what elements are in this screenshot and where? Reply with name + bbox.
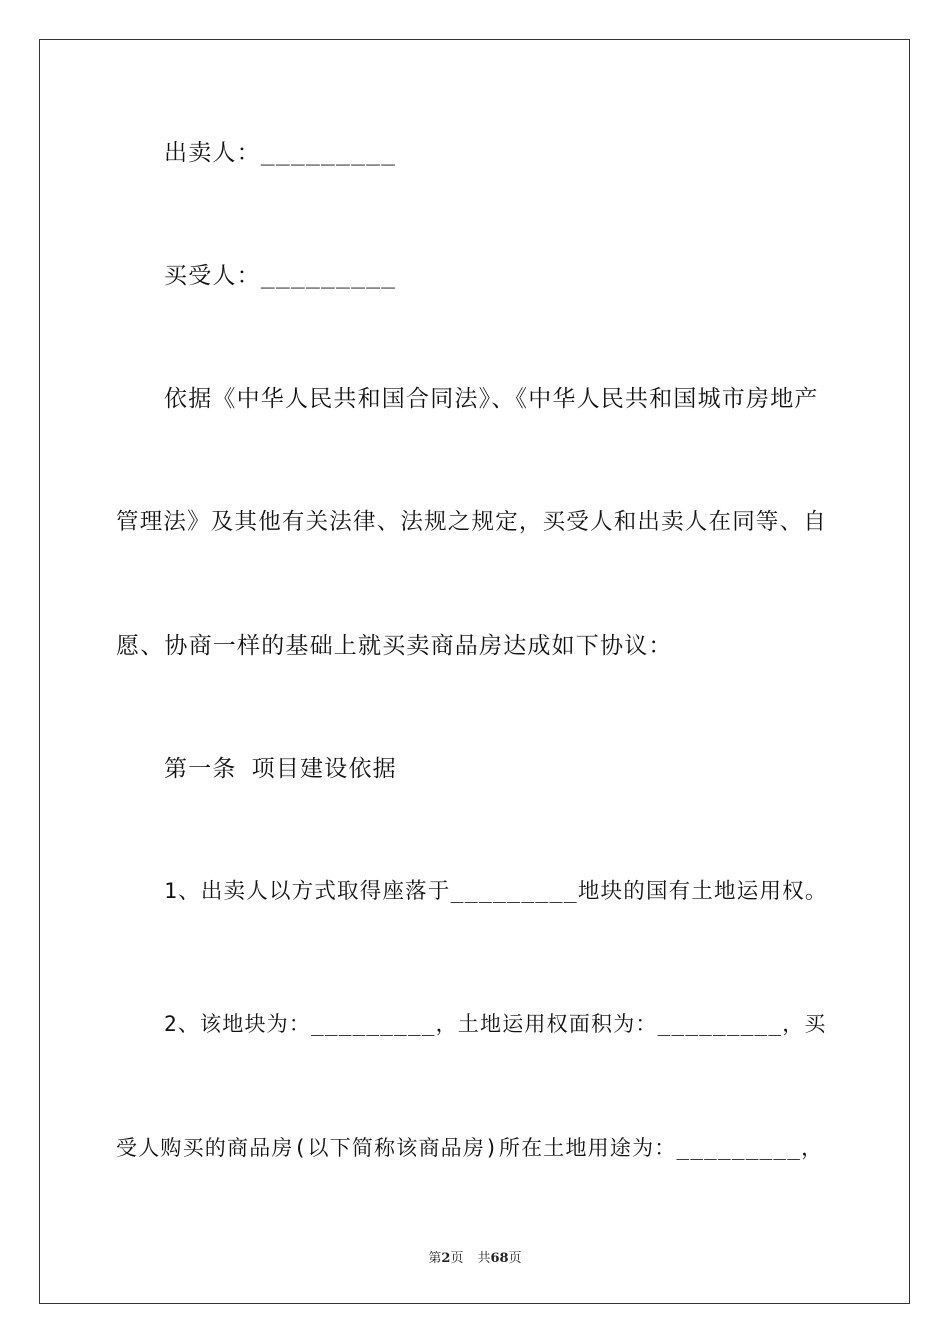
page-border bbox=[39, 39, 910, 1304]
paragraph-line-1: 依据《中华人民共和国合同法》、《中华人民共和国城市房地产 bbox=[164, 386, 819, 412]
footer-page-number: 2 bbox=[441, 1251, 451, 1266]
clause-2-line-2: 受人购买的商品房(以下简称该商品房)所在土地用途为：_________， bbox=[116, 1136, 824, 1160]
footer-total-suffix: 页 bbox=[508, 1251, 522, 1266]
footer-total-prefix: 共 bbox=[477, 1251, 491, 1266]
clause-1-line: 1、出卖人以方式取得座落于_________地块的国有土地运用权。 bbox=[164, 879, 828, 904]
article-heading: 第一条 项目建设依据 bbox=[164, 756, 397, 782]
seller-line: 出卖人：_________ bbox=[164, 140, 397, 166]
page-footer bbox=[0, 1247, 950, 1266]
footer-total-pages: 68 bbox=[490, 1251, 509, 1266]
buyer-line: 买受人：_________ bbox=[164, 263, 397, 289]
paragraph-line-3: 愿、协商一样的基础上就买卖商品房达成如下协议： bbox=[116, 633, 673, 659]
clause-2-line-1: 2、该地块为：_________，土地运用权面积为：_________，买 bbox=[164, 1012, 827, 1036]
paragraph-line-2: 管理法》及其他有关法律、法规之规定，买受人和出卖人在同等、自 bbox=[116, 509, 828, 535]
footer-page-prefix: 第 bbox=[428, 1251, 442, 1266]
footer-page-suffix: 页 bbox=[450, 1251, 464, 1266]
